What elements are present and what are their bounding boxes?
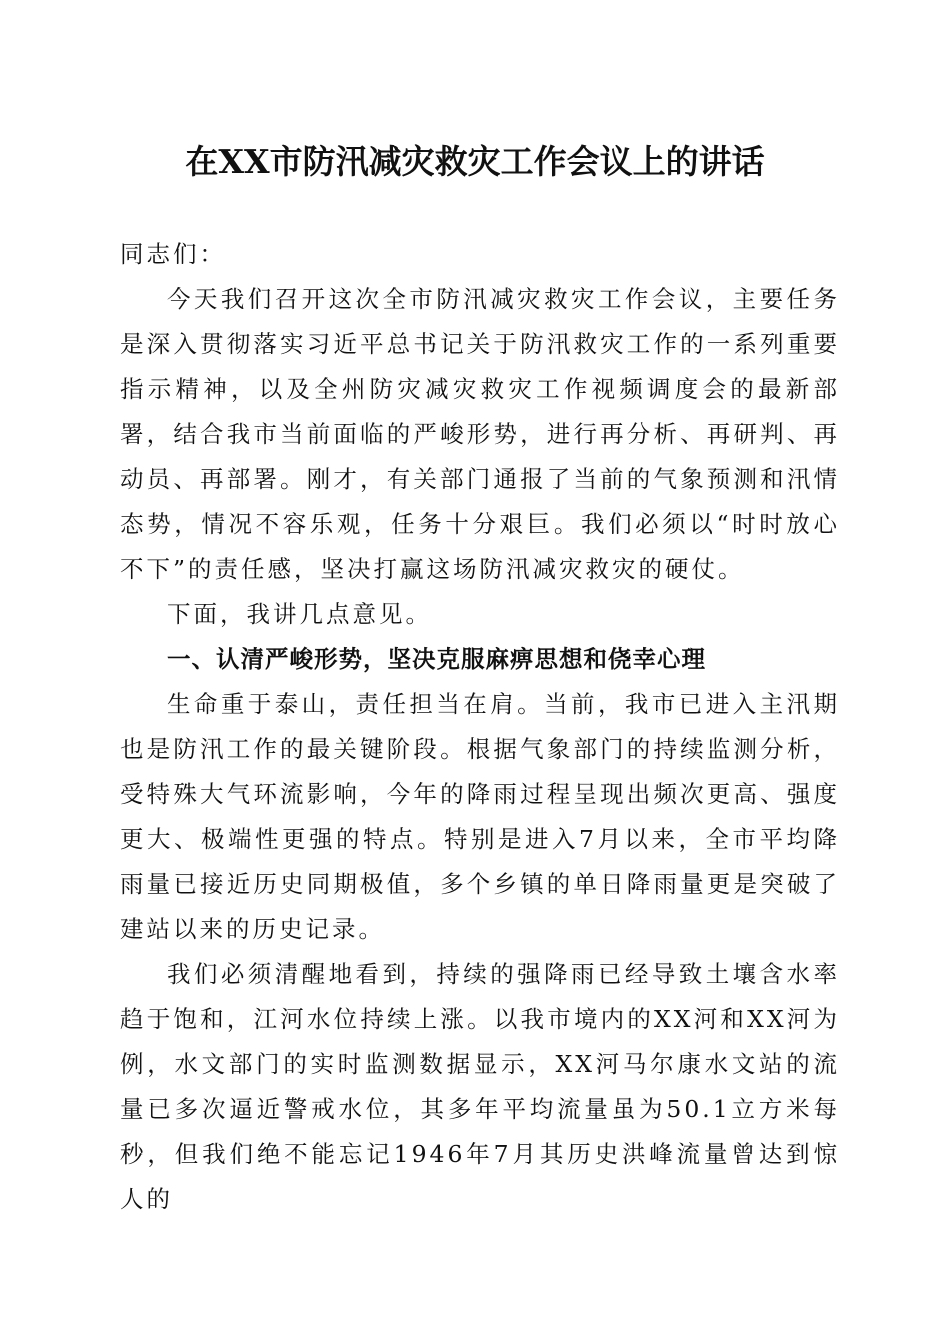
document-title: 在XX市防汛减灾救灾工作会议上的讲话 <box>185 142 765 181</box>
paragraph-situation: 生命重于泰山，责任担当在肩。当前，我市已进入主汛期也是防汛工作的最关键阶段。根据气象部门的持续监测分析，受特殊大气环流影响，今年的降雨过程呈现出频次更高、强度更大、极端性更强的特点。特别是进入7月以来，全市平均降雨量已接近历史同期极值，多个乡镇的单日降雨量更是突破了建站以来的历史记录。 <box>120 690 840 943</box>
salutation: 同志们： <box>120 240 226 268</box>
paragraph-hydrology: 我们必须清醒地看到，持续的强降雨已经导致土壤含水率趋于饱和，江河水位持续上涨。以我市境内的XX河和XX河为例，水文部门的实时监测数据显示，XX河马尔康水文站的流量已多次逼近警戒水位，其多年平均流量虽为50.1立方米每秒，但我们绝不能忘记1946年7月其历史洪峰流量曾达到惊人的 <box>120 960 840 1213</box>
section-heading: 一、认清严峻形势，坚决克服麻痹思想和侥幸心理 <box>167 645 706 673</box>
paragraph-transition: 下面，我讲几点意见。 <box>167 600 432 628</box>
paragraph-opening: 今天我们召开这次全市防汛减灾救灾工作会议，主要任务是深入贯彻落实习近平总书记关于防汛救灾工作的一系列重要指示精神，以及全州防灾减灾救灾工作视频调度会的最新部署，结合我市当前面临的严峻形势，进行再分析、再研判、再动员、再部署。刚才，有关部门通报了当前的气象预测和汛情态势，情况不容乐观，任务十分艰巨。我们必须以“时时放心不下”的责任感，坚决打赢这场防汛减灾救灾的硬仗。 <box>120 285 840 583</box>
document-body <box>120 232 840 1222</box>
